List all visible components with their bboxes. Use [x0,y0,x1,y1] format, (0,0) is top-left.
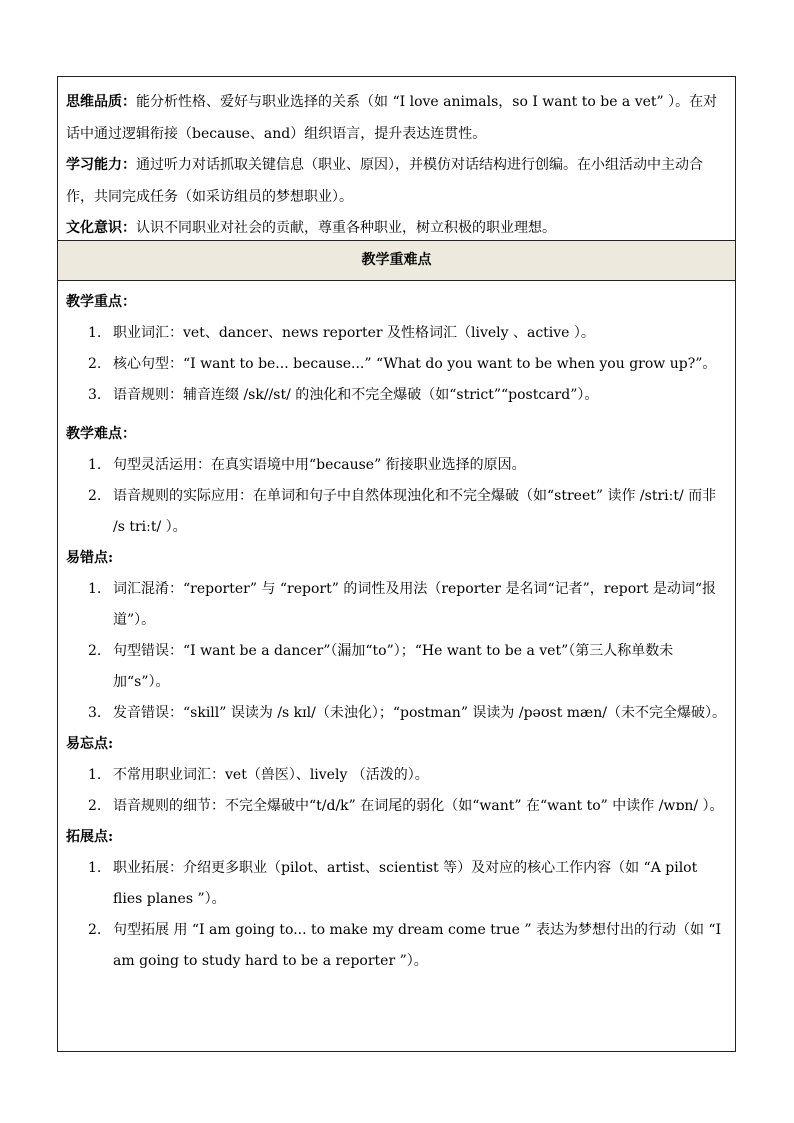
item-text: 语音规则的实际应用：在单词和句子中自然体现浊化和不完全爆破（如“street” 读作 /striːt/ 而非 /s triːt/ ）。 [113,488,717,535]
section-heading: 教学难点： [66,426,136,442]
list-item: 1. 词汇混淆：“reporter” 与 “report” 的词性及用法（reporter 是名词“记者”，report 是动词“报道”）。 [88,581,717,628]
item-text: 职业词汇：vet、dancer、news reporter 及性格词汇（lively 、active ）。 [113,325,595,341]
section-errors [66,543,727,729]
section-heading: 易错点: [66,550,114,566]
section-heading: 易忘点: [66,736,114,752]
item-text: 核心句型：“I want to be... because...” “What do you want to be when you grow up?”。 [113,356,717,372]
content-table [57,76,736,1052]
item-text: 语音规则的细节：不完全爆破中“t/d/k” 在词尾的弱化（如“want” 在“want to” 中读作 /wɒn/ ）。 [113,798,724,814]
item-text: 句型灵活运用：在真实语境中用“because” 衔接职业选择的原因。 [113,457,526,473]
thinking-label: 思维品质： [66,94,136,110]
list-item: 3. 发音错误：“skill” 误读为 /s kɪl/（未浊化）；“postman” 误读为 /pəʊst mæn/（未不完全爆破）。 [88,705,726,721]
list-item: 1. 不常用职业词汇：vet（兽医）、lively （活泼的）。 [88,767,429,783]
section-forget [66,729,727,822]
learning-label: 学习能力： [66,157,136,173]
learning-text: 通过听力对话抓取关键信息（职业、原因），并模仿对话结构进行创编。在小组活动中主动合作，共同完成任务（如采访组员的梦想职业）。 [66,157,703,205]
learning-ability [66,150,727,213]
key-points-body [58,281,735,977]
list-item: 2. 核心句型：“I want to be... because...” “What do you want to be when you grow up?”。 [88,356,717,372]
section-extension [66,822,727,977]
list-item: 1. 句型灵活运用：在真实语境中用“because” 衔接职业选择的原因。 [88,457,526,473]
section-focus [66,287,727,411]
list-item: 2. 语音规则的细节：不完全爆破中“t/d/k” 在词尾的弱化（如“want” 在“want to” 中读作 /wɒn/ ）。 [88,798,724,814]
objectives-section [58,77,735,240]
section-difficulty [66,419,727,543]
item-text: 句型错误：“I want be a dancer”（漏加“to”）；“He want to be a vet”（第三人称单数未加“s”）。 [113,643,674,690]
thinking-quality [66,87,727,150]
list-item: 1. 职业词汇：vet、dancer、news reporter 及性格词汇（lively 、active ）。 [88,325,595,341]
culture-text: 认识不同职业对社会的贡献，尊重各种职业，树立积极的职业理想。 [136,220,556,236]
section-heading: 教学重点： [66,294,136,310]
list-item: 2. 句型错误：“I want be a dancer”（漏加“to”）；“He want to be a vet”（第三人称单数未加“s”）。 [88,643,674,690]
culture-label: 文化意识： [66,220,136,236]
key-points-header: 教学重难点 [58,240,735,281]
section-heading: 拓展点: [66,829,114,845]
item-text: 语音规则：辅音连缀 /sk//st/ 的浊化和不完全爆破（如“strict”“postcard”）。 [113,387,599,403]
list-item: 2. 句型拓展 用 “I am going to... to make my dream come true ” 表达为梦想付出的行动（如 “I am going to study hard to be a reporter ”）。 [88,922,722,969]
list-item: 1. 职业拓展：介绍更多职业（pilot、artist、scientist 等）及对应的核心工作内容（如 “A pilot flies planes ”）。 [88,860,698,907]
item-text: 不常用职业词汇：vet（兽医）、lively （活泼的）。 [113,767,429,783]
thinking-text: 能分析性格、爱好与职业选择的关系（如 “I love animals，so I want to be a vet” ）。在对话中通过逻辑衔接（because、and）组织语言，提升表达连贯性。 [66,94,718,142]
item-text: 职业拓展：介绍更多职业（pilot、artist、scientist 等）及对应的核心工作内容（如 “A pilot flies planes ”）。 [113,860,698,907]
item-text: 词汇混淆：“reporter” 与 “report” 的词性及用法（reporter 是名词“记者”，report 是动词“报道”）。 [113,581,717,628]
item-text: 发音错误：“skill” 误读为 /s kɪl/（未浊化）；“postman” 误读为 /pəʊst mæn/（未不完全爆破）。 [113,705,726,721]
list-item: 3. 语音规则：辅音连缀 /sk//st/ 的浊化和不完全爆破（如“strict”“postcard”）。 [88,387,599,403]
item-text: 句型拓展 用 “I am going to... to make my dream come true ” 表达为梦想付出的行动（如 “I am going to study hard to be a reporter ”）。 [113,922,722,969]
list-item: 2. 语音规则的实际应用：在单词和句子中自然体现浊化和不完全爆破（如“street” 读作 /striːt/ 而非 /s triːt/ ）。 [88,488,717,535]
